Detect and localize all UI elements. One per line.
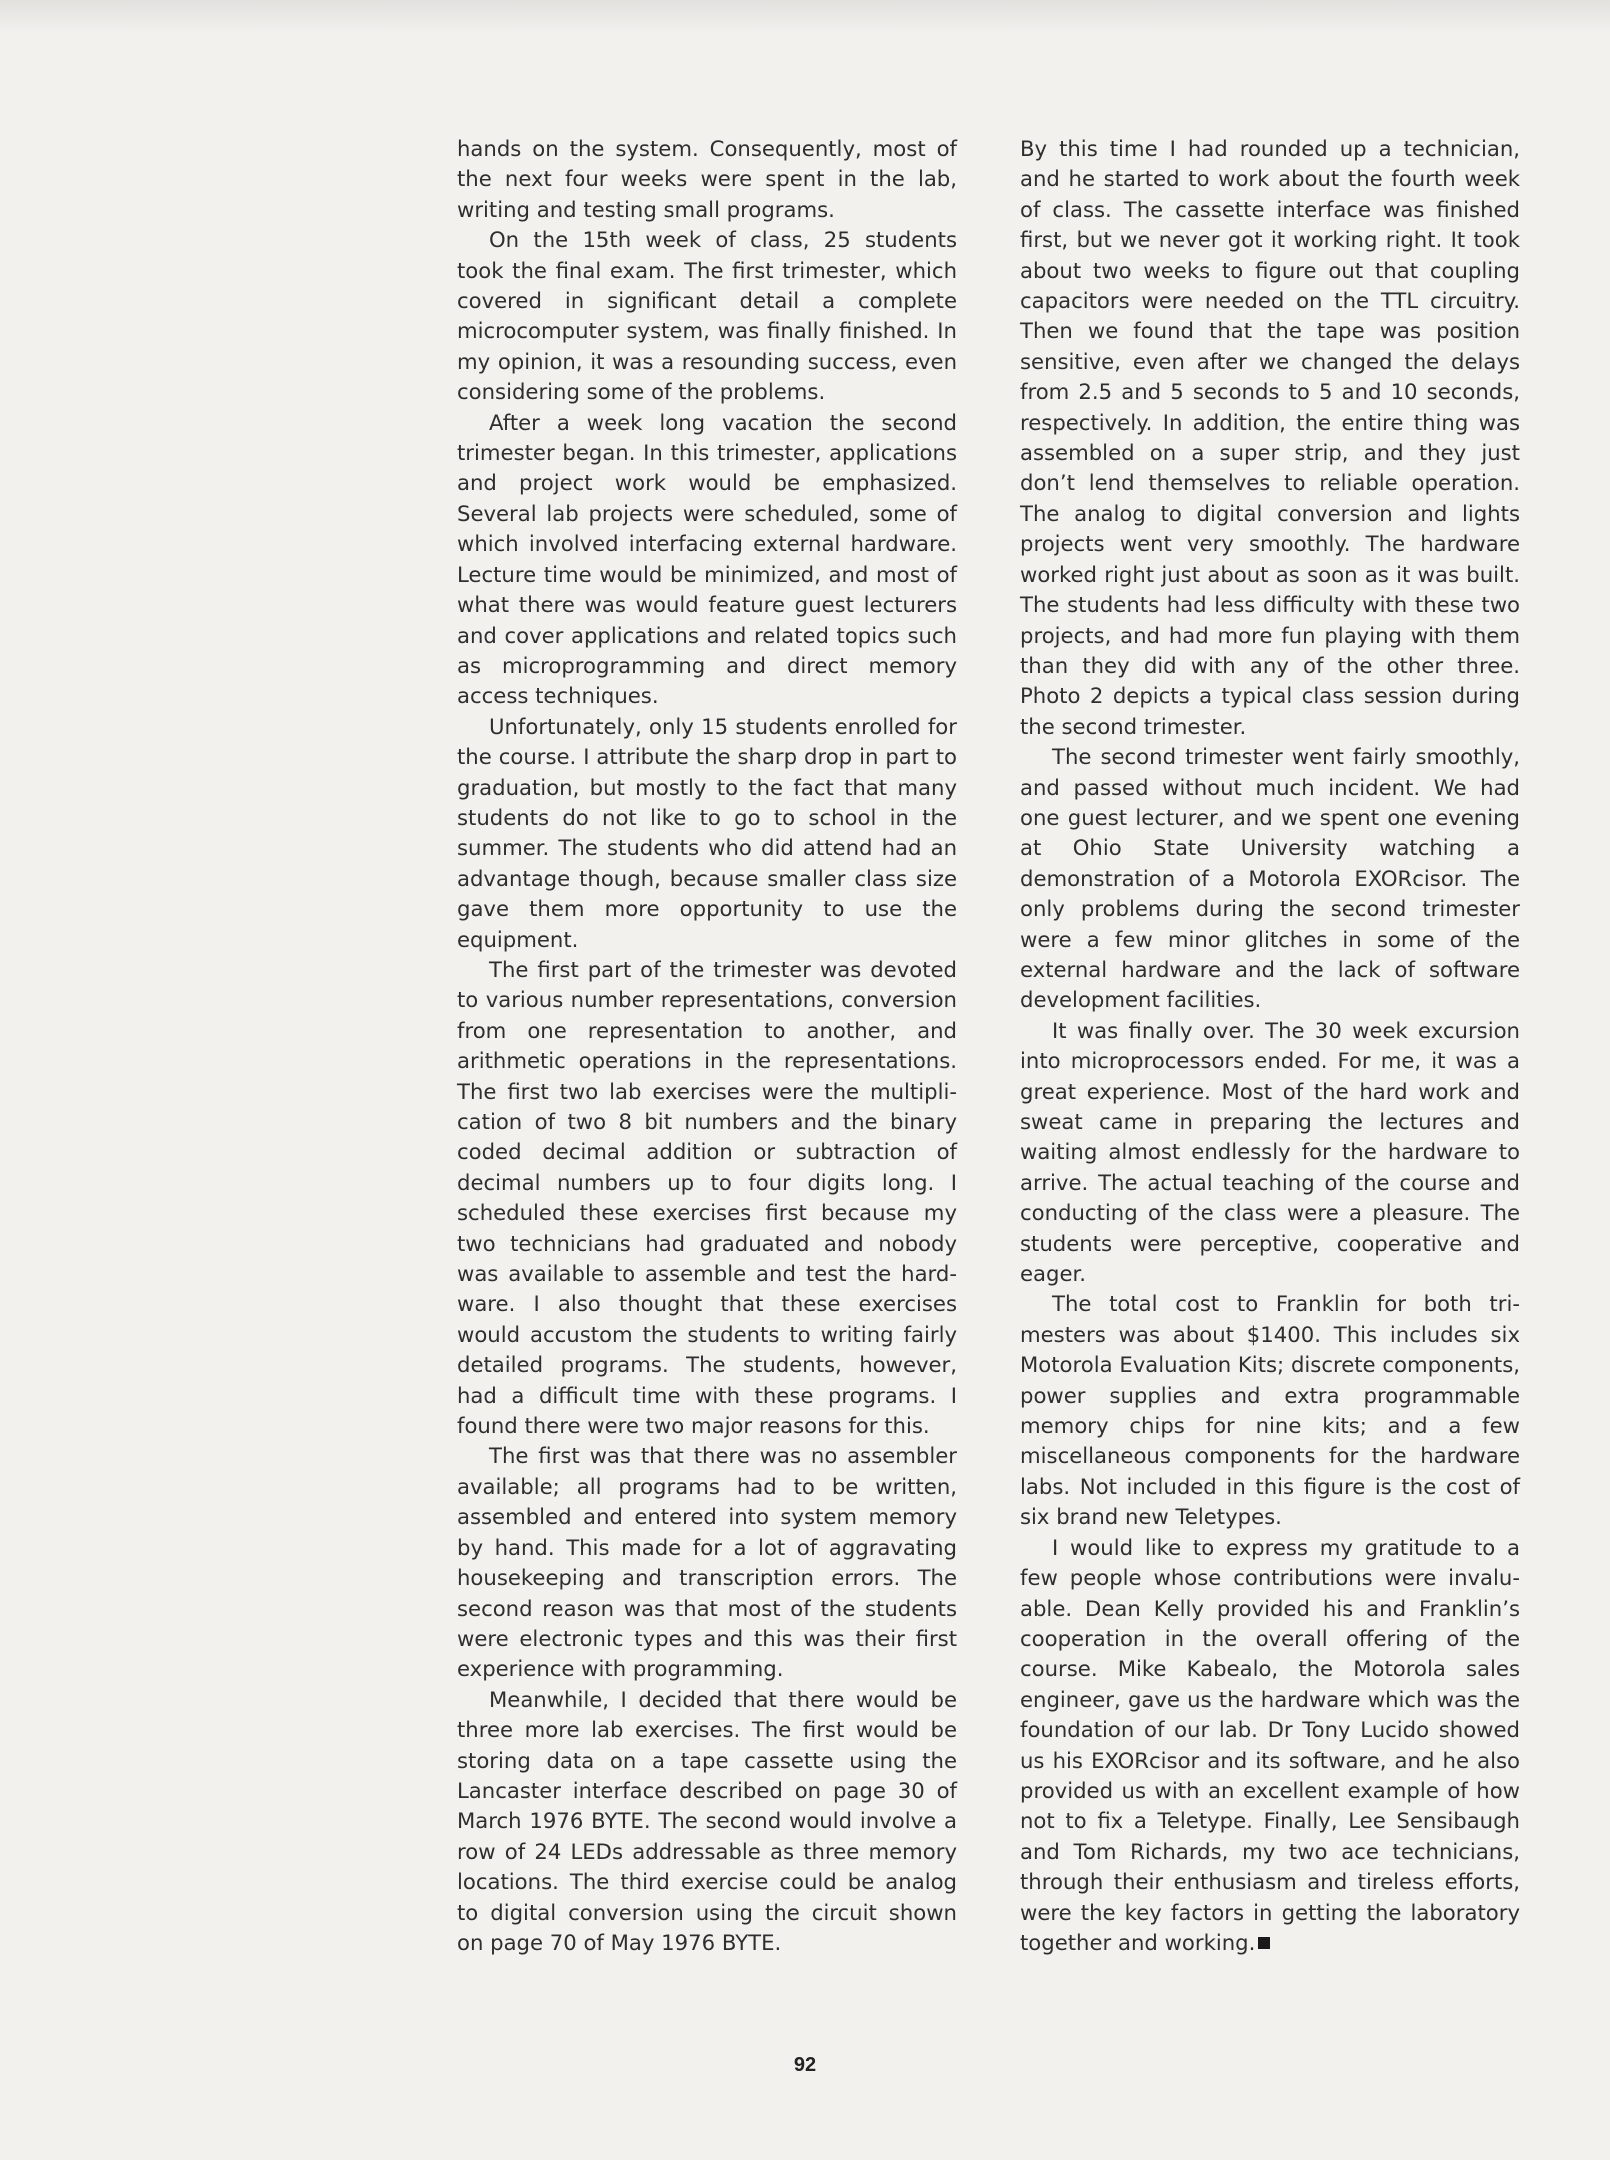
paragraph: Unfortunately, only 15 students enrolled for the course. I attribute the sharp drop in part to graduation, but mostly to the fact that many students do not like to go to school in the summer. The students who did attend had an advantage though, because smaller class size gave them more opportunity to use the equipment. [457,713,957,952]
paragraph: The second trimester went fairly smoothly, and passed without much incident. We had one guest lecturer, and we spent one evening at Ohio State University watching a demonstration of a Motorola EXORcisor. The only problems during the second trimester were a few minor glitches in some of the external hardware and the lack of software development facilities. [1020,744,1520,1013]
paragraph-text: I would like to express my gratitude to a few people whose contributions were invaluable. Dean Kelly provided his and Franklin’s cooperation in the overall offering of the course. Mike Kabealo, the Motorola sales engineer, gave us the hardware which was the foundation of our lab. Dr Tony Lucido showed us his EXORcisor and its software, and he also provided us with an excellent example of how not to fix a Teletype. Finally, Lee Sensibaugh and Tom Richards, my two ace technicians, through their enthusiasm and tireless efforts, were the key factors in getting the laboratory together and working. [1020,1534,1520,1955]
paragraph: The first was that there was no assembler available; all programs had to be written, assembled and entered into system memory by hand. This made for a lot of aggravating housekeeping and transcription errors. The second reason was that most of the students were electronic types and this was their first experience with programming. [457,1443,957,1682]
text-column-left [457,134,957,1958]
end-of-article-mark [1258,1937,1270,1949]
paragraph: After a week long vacation the second trimester began. In this trimester, applications and project work would be emphasized. Several lab projects were scheduled, some of which involved interfacing external hardware. Lecture time would be minimized, and most of what there was would feature guest lecturers and cover applications and related topics such as microprogramming and direct memory access techniques. [457,409,957,709]
paragraph: Meanwhile, I decided that there would be three more lab exercises. The first would be storing data on a tape cassette using the Lancaster interface described on page 30 of March 1976 BYTE. The second would involve a row of 24 LEDs addressable as three memory locations. The third exercise could be analog to digital conversion using the circuit shown on page 70 of May 1976 BYTE. [457,1686,957,1955]
paragraph: The first part of the trimester was devoted to various number representations, conversion from one representation to another, and arithmetic operations in the representations. The first two lab exercises were the multiplication of two 8 bit numbers and the binary coded decimal addition or subtraction of decimal numbers up to four digits long. I scheduled these exercises first because my two technicians had graduated and nobody was available to assemble and test the hardware. I also thought that these exercises would accustom the students to writing fairly detailed programs. The students, however, had a difficult time with these programs. I found there were two major reasons for this. [457,956,957,1439]
paragraph: The total cost to Franklin for both trimesters was about $1400. This includes six Motorola Evaluation Kits; discrete components, power supplies and extra programmable memory chips for nine kits; and a few miscellaneous components for the hardware labs. Not included in this figure is the cost of six brand new Teletypes. [1020,1291,1520,1530]
paragraph: By this time I had rounded up a technician, and he started to work about the fourth week of class. The cassette interface was finished first, but we never got it working right. It took about two weeks to figure out that coupling capacitors were needed on the TTL circuitry. Then we found that the tape was position sensitive, even after we changed the delays from 2.5 and 5 seconds to 5 and 10 seconds, respectively. In addition, the entire thing was assembled on a super strip, and they just don’t lend themselves to reliable operation. The analog to digital conversion and lights projects went very smoothly. The hardware worked right just about as soon as it was built. The students had less difficulty with these two projects, and had more fun playing with them than they did with any of the other three. Photo 2 depicts a typical class session during the second trimester. [1020,136,1520,739]
text-column-right [1020,134,1520,1958]
paragraph: hands on the system. Consequently, most of the next four weeks were spent in the lab, writing and testing small programs. [457,136,957,222]
final-paragraph [1020,1533,1520,1959]
paragraph: It was finally over. The 30 week excursion into microprocessors ended. For me, it was a great experience. Most of the hard work and sweat came in preparing the lectures and waiting almost endlessly for the hardware to arrive. The actual teaching of the course and conducting of the class were a pleasure. The students were perceptive, cooperative and eager. [1020,1017,1520,1287]
page-number: 92 [793,2054,817,2076]
paragraph: On the 15th week of class, 25 students took the final exam. The first trimester, which covered in significant detail a complete microcomputer system, was finally finished. In my opinion, it was a resounding success, even considering some of the problems. [457,227,957,405]
page-top-shadow [0,0,1610,34]
